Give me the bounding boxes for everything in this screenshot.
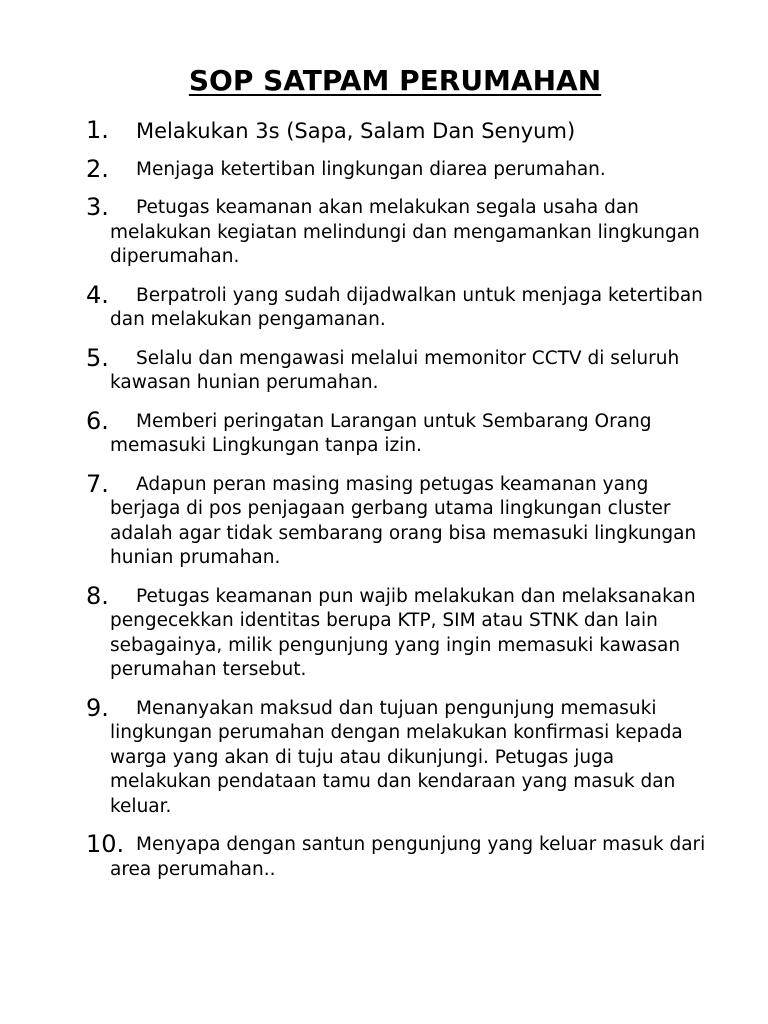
item-text: Selalu dan mengawasi melalui memonitor CCTV di seluruh kawasan hunian perumahan. (110, 347, 680, 393)
item-number: 9. (86, 693, 109, 722)
list-item (86, 581, 712, 683)
item-number: 5. (86, 343, 109, 372)
item-text: Memberi peringatan Larangan untuk Sembarang Orang memasuki Lingkungan tanpa izin. (110, 410, 652, 456)
list-item (86, 193, 712, 270)
item-text: Melakukan 3s (Sapa, Salam Dan Senyum) (136, 119, 576, 143)
sop-list (86, 116, 712, 882)
item-number: 2. (86, 154, 109, 183)
item-number: 8. (86, 581, 109, 610)
item-number: 7. (86, 469, 109, 498)
list-item (86, 830, 712, 882)
list-item (86, 154, 712, 183)
item-text: Menyapa dengan santun pengunjung yang keluar masuk dari area perumahan.. (110, 834, 706, 880)
item-number: 3. (86, 193, 109, 221)
list-item (86, 116, 712, 144)
item-number: 10. (86, 830, 125, 858)
list-item (86, 693, 712, 820)
item-number: 1. (86, 116, 109, 144)
list-item (86, 280, 712, 333)
document-title: SOP SATPAM PERUMAHAN (188, 64, 602, 97)
item-text: Petugas keamanan pun wajib melakukan dan melaksanakan pengecekkan identitas berupa KTP, SIM atau STNK dan lain sebagainya, milik pengunjung yang ingin memasuki kawasan perumahan tersebut. (110, 585, 696, 680)
item-text: Petugas keamanan akan melakukan segala usaha dan melakukan kegiatan melindungi dan mengamankan lingkungan diperumahan. (110, 197, 700, 267)
item-text: Menanyakan maksud dan tujuan pengunjung memasuki lingkungan perumahan dengan melakukan konfirmasi kepada warga yang akan di tuju atau dikunjungi. Petugas juga melakukan pendataan tamu dan kendaraan yang masuk dan keluar. (110, 697, 683, 817)
list-item (86, 406, 712, 459)
list-item (86, 469, 712, 571)
item-text: Berpatroli yang sudah dijadwalkan untuk menjaga ketertiban dan melakukan pengamanan. (110, 284, 703, 330)
item-text: Adapun peran masing masing petugas keamanan yang berjaga di pos penjagaan gerbang utama lingkungan cluster adalah agar tidak sembarang orang bisa memasuki lingkungan hunian prumahan. (110, 473, 697, 568)
item-text: Menjaga ketertiban lingkungan diarea perumahan. (136, 158, 606, 180)
item-number: 4. (86, 280, 109, 309)
item-number: 6. (86, 406, 109, 435)
list-item (86, 343, 712, 396)
